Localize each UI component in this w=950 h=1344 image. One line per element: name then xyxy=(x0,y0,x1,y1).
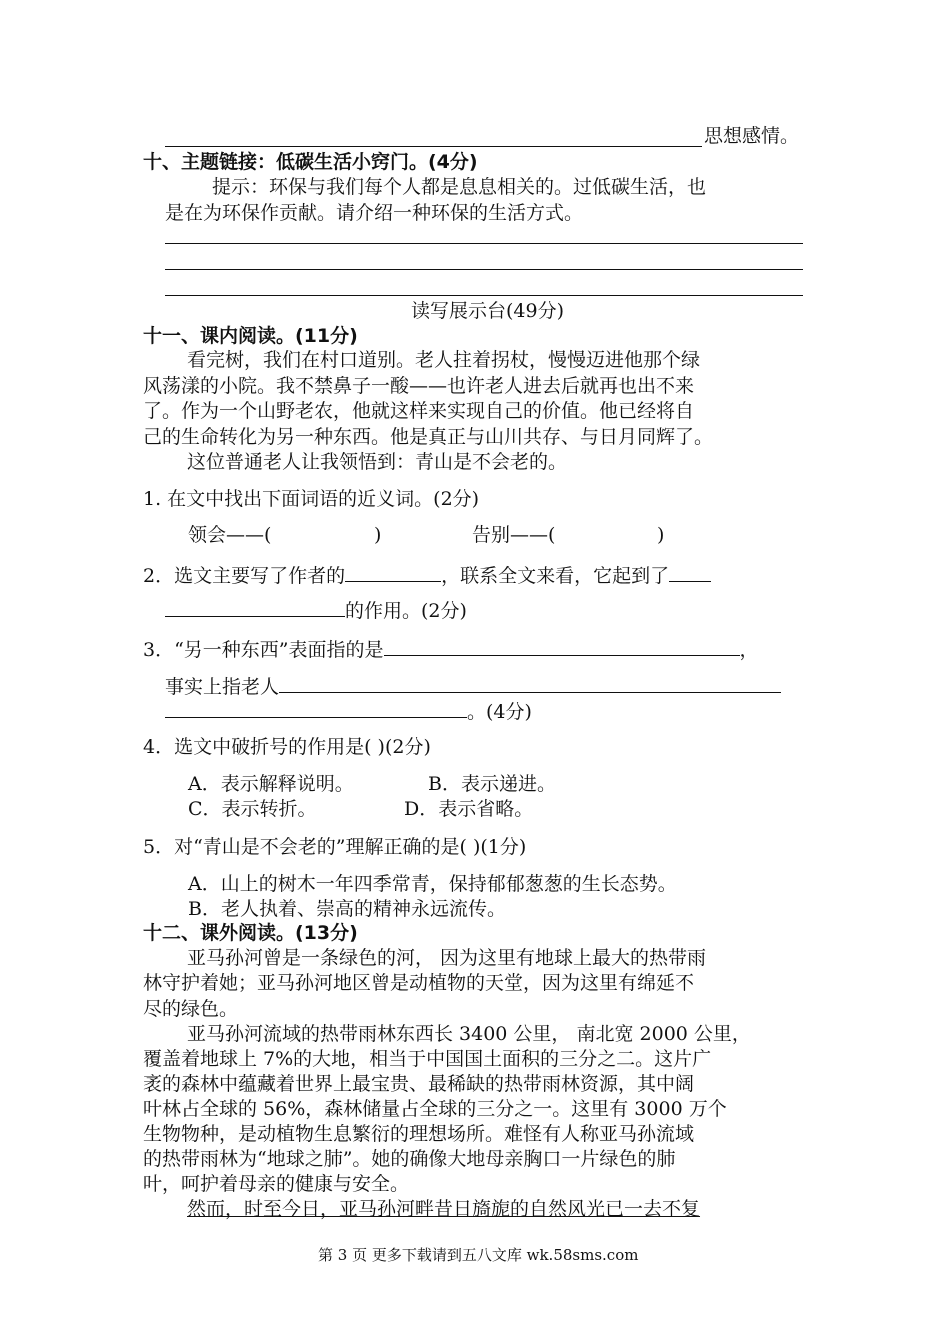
q11-5-label: 5．对“青山是不会老的”理解正确的是( )(1分) xyxy=(143,836,527,858)
answer-blank[interactable] xyxy=(279,672,781,693)
q11-3-line3 xyxy=(165,697,532,725)
answer-blank[interactable] xyxy=(165,596,345,617)
q11-passage-line: 看完树，我们在村口道别。老人拄着拐杖，慢慢迈进他那个绿 xyxy=(187,349,701,371)
q11-4-option-c[interactable]: C．表示转折。 xyxy=(188,798,317,820)
q11-4-option-b[interactable]: B．表示递进。 xyxy=(428,773,556,795)
q11-3-part1-end: ， xyxy=(739,639,759,661)
q12-passage-line: 袤的森林中蕴藏着世界上最宝贵、最稀缺的热带雨林资源，其中阔 xyxy=(143,1073,695,1095)
q12-passage-line: 叶，呵护着母亲的健康与安全。 xyxy=(143,1173,410,1195)
q10-hint-line2: 是在为环保作贡献。请介绍一种环保的生活方式。 xyxy=(165,202,584,224)
q11-3-part1: 3．“另一种东西”表面指的是 xyxy=(143,639,384,661)
q9-tail: 思想感情。 xyxy=(704,125,800,147)
page-footer: 第 3 页 更多下载请到五八文库 wk.58sms.com xyxy=(318,1246,639,1264)
q11-passage-line: 风荡漾的小院。我不禁鼻子一酸——也许老人进去后就再也出不来 xyxy=(143,375,695,397)
q11-1-item2-close: ) xyxy=(657,524,665,546)
q11-2-part3: 的作用。(2分) xyxy=(345,600,467,622)
q11-2-line1 xyxy=(143,561,711,589)
q12-title: 十二、课外阅读。(13分) xyxy=(143,922,358,944)
q11-passage-line: 这位普通老人让我领悟到：青山是不会老的。 xyxy=(187,451,568,473)
q11-1-item1-close: ) xyxy=(374,524,382,546)
q11-1-item1: 领会——( xyxy=(188,524,272,546)
q11-passage-line: 了。作为一个山野老农，他就这样来实现自己的价值。他已经将自 xyxy=(143,400,695,422)
q11-3-line1 xyxy=(143,635,759,663)
q12-passage-line: 的热带雨林为“地球之肺”。她的确像大地母亲胸口一片绿色的肺 xyxy=(143,1148,676,1170)
q11-4-option-a[interactable]: A．表示解释说明。 xyxy=(188,773,354,795)
q11-1-item2: 告别——( xyxy=(472,524,556,546)
q12-passage-line: 尽的绿色。 xyxy=(143,998,239,1020)
q12-passage-line: 亚马孙河曾是一条绿色的河， 因为这里有地球上最大的热带雨 xyxy=(187,947,707,969)
answer-line[interactable] xyxy=(165,269,803,270)
q11-3-part2: 事实上指老人 xyxy=(165,676,280,698)
q11-5-option-a[interactable]: A．山上的树木一年四季常青，保持郁郁葱葱的生长态势。 xyxy=(188,873,677,895)
answer-line[interactable] xyxy=(165,146,702,147)
q12-passage-underlined-line: 然而，时至今日，亚马孙河畔昔日旖旎的自然风光已一去不复 xyxy=(187,1198,701,1220)
q11-4-option-d[interactable]: D．表示省略。 xyxy=(404,798,534,820)
q12-passage-line: 林守护着她；亚马孙河地区曾是动植物的天堂，因为这里有绵延不 xyxy=(143,972,695,994)
q12-passage-line: 亚马孙河流域的热带雨林东西长 3400 公里， 南北宽 2000 公里， xyxy=(187,1023,751,1045)
q12-passage-line: 覆盖着地球上 7%的大地，相当于中国国土面积的三分之二。这片广 xyxy=(143,1048,712,1070)
q11-2-part1: 2．选文主要写了作者的 xyxy=(143,565,346,587)
q11-5-option-b[interactable]: B．老人执着、崇高的精神永远流传。 xyxy=(188,898,506,920)
q11-3-line2 xyxy=(165,672,781,700)
q11-passage-line: 己的生命转化为另一种东西。他是真正与山川共存、与日月同辉了。 xyxy=(143,426,714,448)
answer-line[interactable] xyxy=(165,295,803,296)
answer-line[interactable] xyxy=(165,243,803,244)
q11-2-part2: ，联系全文来看，它起到了 xyxy=(441,565,670,587)
q11-4-label: 4．选文中破折号的作用是( )(2分) xyxy=(143,736,431,758)
q11-2-line2 xyxy=(165,596,467,624)
q12-passage-line: 生物物种，是动植物生息繁衍的理想场所。难怪有人称亚马孙流域 xyxy=(143,1123,695,1145)
section-title: 读写展示台(49分) xyxy=(411,300,565,322)
q11-title: 十一、课内阅读。(11分) xyxy=(143,325,358,347)
q11-1-label: 1. 在文中找出下面词语的近义词。(2分) xyxy=(143,488,480,510)
q11-3-part3: 。(4分) xyxy=(467,701,532,723)
answer-blank[interactable] xyxy=(345,561,441,582)
answer-blank[interactable] xyxy=(384,635,740,656)
answer-blank[interactable] xyxy=(165,697,467,718)
q10-title: 十、主题链接：低碳生活小窍门。(4分) xyxy=(143,151,478,173)
q10-hint-line1: 提示：环保与我们每个人都是息息相关的。过低碳生活，也 xyxy=(212,176,707,198)
q12-passage-line: 叶林占全球的 56%，森林储量占全球的三分之一。这里有 3000 万个 xyxy=(143,1098,727,1120)
answer-blank[interactable] xyxy=(669,561,711,582)
